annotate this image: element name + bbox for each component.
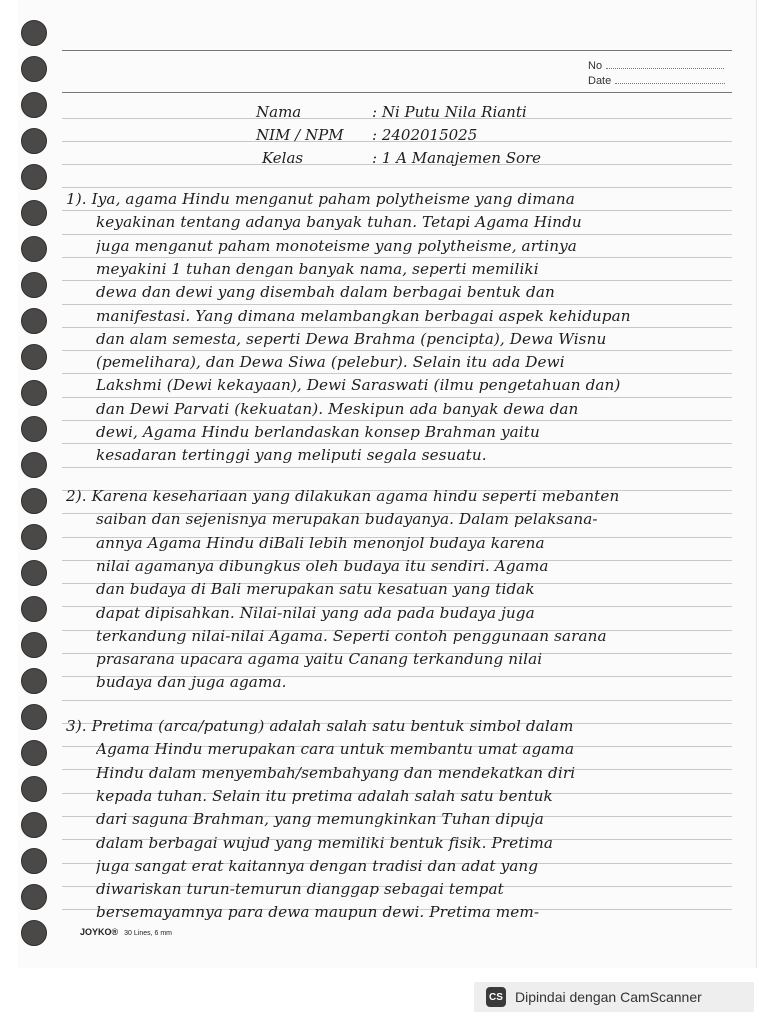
ruled-line xyxy=(62,187,732,188)
answer-1-line: (pemelihara), dan Dewa Siwa (pelebur). Selain itu ada Dewi xyxy=(96,353,565,372)
ruled-line xyxy=(62,467,732,468)
answer-3-line: kepada tuhan. Selain itu pretima adalah salah satu bentuk xyxy=(96,786,553,805)
ruled-line xyxy=(62,257,732,258)
answer-2-line: annya Agama Hindu diBali lebih menonjol budaya karena xyxy=(96,533,545,552)
binder-hole xyxy=(21,164,47,190)
answer-3-line: dari saguna Brahman, yang memungkinkan Tuhan dipuja xyxy=(96,810,544,829)
ruled-line xyxy=(62,92,732,93)
ruled-line xyxy=(62,420,732,421)
ruled-line xyxy=(62,280,732,281)
answer-3-line: bersemayamnya para dewa maupun dewi. Pretima mem- xyxy=(96,903,540,922)
answer-1-line: dan alam semesta, seperti Dewa Brahma (pencipta), Dewa Wisnu xyxy=(96,329,607,348)
answer-3-line: 3). Pretima (arca/patung) adalah salah satu bentuk simbol dalam xyxy=(66,717,574,735)
ruled-line xyxy=(62,397,732,398)
binder-hole xyxy=(21,812,47,838)
camscanner-text: Dipindai dengan CamScanner xyxy=(515,989,702,1005)
class-label: Kelas xyxy=(262,149,304,167)
camscanner-watermark xyxy=(474,982,754,1012)
no-field xyxy=(588,60,724,72)
binder-hole xyxy=(21,308,47,334)
binder-hole xyxy=(21,200,47,226)
binder-hole xyxy=(21,740,47,766)
ruled-line xyxy=(62,350,732,351)
binder-hole xyxy=(21,236,47,262)
ruled-line xyxy=(62,234,732,235)
binder-hole xyxy=(21,524,47,550)
no-label: No xyxy=(588,60,603,72)
binder-hole xyxy=(21,884,47,910)
nim-label: NIM / NPM xyxy=(256,126,344,144)
answer-2-line: budaya dan juga agama. xyxy=(96,673,287,692)
brand-sub: 30 Lines, 6 mm xyxy=(124,930,172,937)
brand-name: JOYKO® xyxy=(80,927,119,937)
answer-3-line: Hindu dalam menyembah/sembahyang dan mendekatkan diri xyxy=(96,763,576,782)
ruled-line xyxy=(62,210,732,211)
name-value: : Ni Putu Nila Rianti xyxy=(372,103,527,121)
answer-3-line: juga sangat erat kaitannya dengan tradisi dan adat yang xyxy=(96,856,539,875)
binder-hole xyxy=(21,128,47,154)
binder-hole xyxy=(21,416,47,442)
answer-2-line: 2). Karena kesehariaan yang dilakukan agama hindu seperti mebanten xyxy=(66,487,620,505)
answer-1-line: kesadaran tertinggi yang meliputi segala sesuatu. xyxy=(96,446,487,465)
answer-1-line: dan Dewi Parvati (kekuatan). Meskipun ada banyak dewa dan xyxy=(96,399,579,418)
binder-hole xyxy=(21,632,47,658)
answer-2-line: terkandung nilai-nilai Agama. Seperti contoh penggunaan sarana xyxy=(96,626,607,645)
binder-hole xyxy=(21,488,47,514)
camscanner-icon: CS xyxy=(486,987,506,1007)
answer-2-line: dapat dipisahkan. Nilai-nilai yang ada pada budaya juga xyxy=(96,603,535,622)
binder-holes xyxy=(21,20,47,950)
binder-hole xyxy=(21,776,47,802)
ruled-line xyxy=(62,50,732,51)
answer-3-line: Agama Hindu merupakan cara untuk membantu umat agama xyxy=(96,740,575,759)
answer-3-line: dalam berbagai wujud yang memiliki bentuk fisik. Pretima xyxy=(96,833,554,852)
answer-2-line: prasarana upacara agama yaitu Canang terkandung nilai xyxy=(96,650,543,669)
binder-hole xyxy=(21,704,47,730)
binder-hole xyxy=(21,380,47,406)
answer-2-line: saiban dan sejenisnya merupakan budayanya. Dalam pelaksana- xyxy=(96,510,598,529)
answer-1-line: dewi, Agama Hindu berlandaskan konsep Brahman yaitu xyxy=(96,423,540,441)
class-value: : 1 A Manajemen Sore xyxy=(372,149,542,167)
notebook-brand xyxy=(80,927,172,937)
ruled-line xyxy=(62,443,732,444)
answer-1-line: meyakini 1 tuhan dengan banyak nama, seperti memiliki xyxy=(96,259,539,278)
binder-hole xyxy=(21,272,47,298)
binder-hole xyxy=(21,56,47,82)
answer-2-line: nilai agamanya dibungkus oleh budaya itu sendiri. Agama xyxy=(96,556,549,575)
date-label: Date xyxy=(588,75,612,87)
binder-hole xyxy=(21,668,47,694)
binder-hole xyxy=(21,596,47,622)
ruled-line xyxy=(62,327,732,328)
binder-hole xyxy=(21,560,47,586)
ruled-line xyxy=(62,700,732,701)
binder-hole xyxy=(21,452,47,478)
nim-value: : 2402015025 xyxy=(372,126,478,144)
binder-hole xyxy=(21,20,47,46)
binder-hole xyxy=(21,92,47,118)
binder-hole xyxy=(21,920,47,946)
answer-1-line: juga menganut paham monoteisme yang polytheisme, artinya xyxy=(96,236,577,255)
date-field xyxy=(588,75,725,87)
answer-2-line: dan budaya di Bali merupakan satu kesatuan yang tidak xyxy=(96,580,535,599)
binder-hole xyxy=(21,848,47,874)
answer-1-line: manifestasi. Yang dimana melambangkan berbagai aspek kehidupan xyxy=(96,306,631,325)
answer-1-line: Lakshmi (Dewi kekayaan), Dewi Saraswati (ilmu pengetahuan dan) xyxy=(96,376,621,395)
ruled-line xyxy=(62,304,732,305)
ruled-line xyxy=(62,373,732,374)
answer-3-line: diwariskan turun-temurun dianggap sebagai tempat xyxy=(96,880,504,899)
answer-1-line: keyakinan tentang adanya banyak tuhan. Tetapi Agama Hindu xyxy=(96,213,582,232)
binder-hole xyxy=(21,344,47,370)
answer-1-line: 1). Iya, agama Hindu menganut paham polytheisme yang dimana xyxy=(66,190,575,208)
answer-1-line: dewa dan dewi yang disembah dalam berbagai bentuk dan xyxy=(96,283,555,302)
name-label: Nama xyxy=(256,103,302,121)
